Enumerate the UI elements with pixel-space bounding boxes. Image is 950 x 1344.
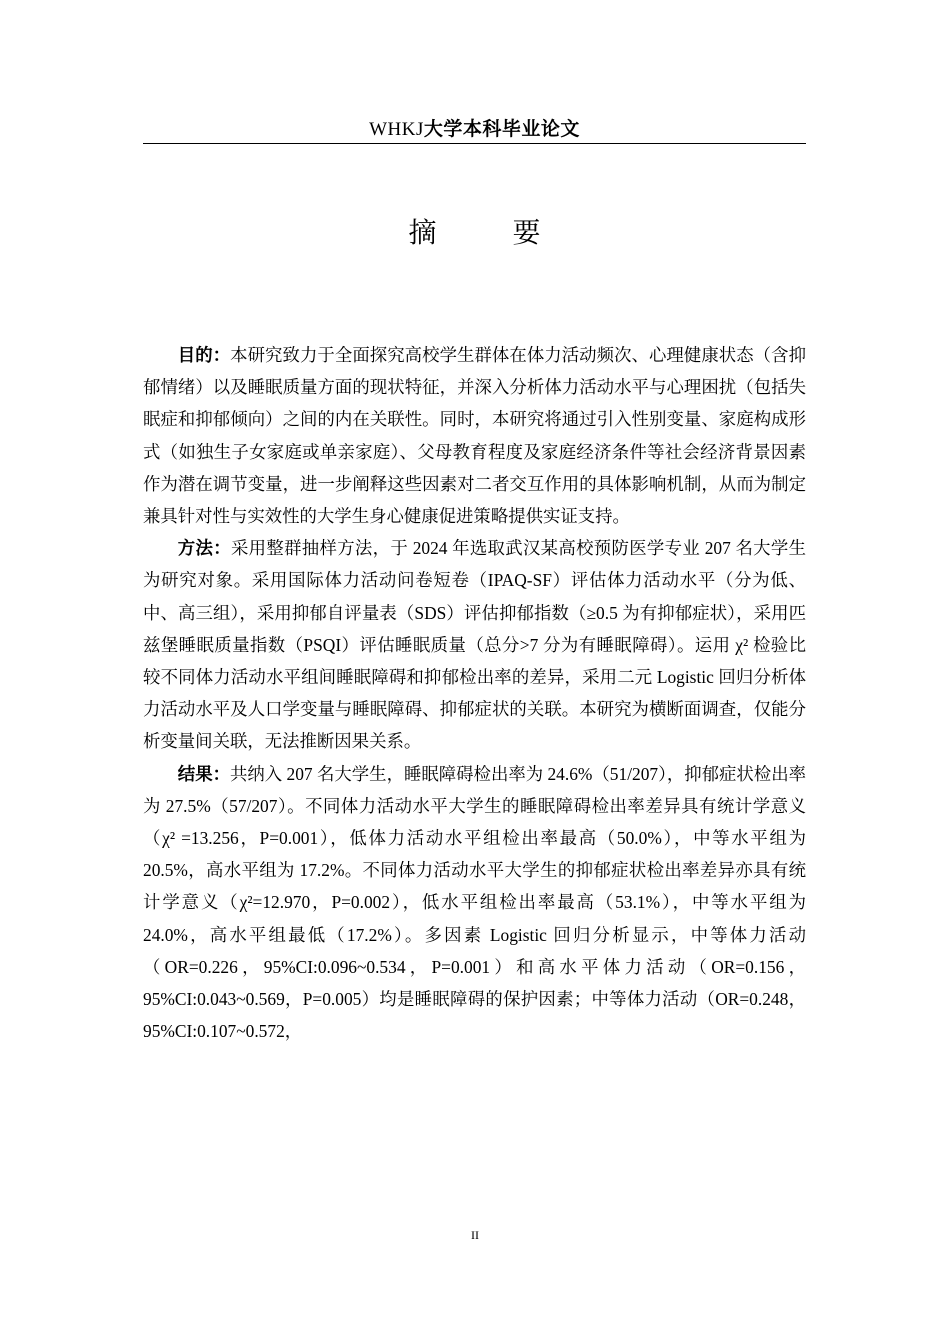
abstract-title: 摘 要 [408,218,565,249]
methods-text: 采用整群抽样方法，于 2024 年选取武汉某高校预防医学专业 207 名大学生为研究对象。采用国际体力活动问卷短卷（IPAQ-SF）评估体力活动水平（分为低、中、高三组），采用抑郁自评量表（SDS）评估抑郁指数（≥0.5 为有抑郁症状），采用匹兹堡睡眠质量指数（PSQI）评估睡眠质量（总分>7 分为有睡眠障碍）。运用 χ² 检验比较不同体力活动水平组间睡眠障碍和抑郁检出率的差异，采用二元 Logistic 回归分析体力活动水平及人口学变量与睡眠障碍、抑郁症状的关联。本研究为横断面调查，仅能分析变量间关联，无法推断因果关系。 [143,538,806,752]
paragraph-methods [143,532,806,757]
page-number: II [471,1228,479,1242]
paragraph-objective [143,339,806,532]
objective-label: 目的： [177,345,231,365]
header-rule [143,143,806,144]
running-header [143,118,806,142]
results-label: 结果： [177,763,230,784]
header-thesis-label: 大学本科毕业论文 [423,119,580,140]
paragraph-results [143,758,806,1048]
results-text: 共纳入 207 名大学生，睡眠障碍检出率为 24.6%（51/207），抑郁症状检出率为 27.5%（57/207）。不同体力活动水平大学生的睡眠障碍检出率差异具有统计学意义（χ² =13.256，P=0.001），低体力活动水平组检出率最高（50.0%），中等水平组为 20.5%，高水平组为 17.2%。不同体力活动水平大学生的抑郁症状检出率差异亦具有统计学意义（χ²=12.970，P=0.002），低水平组检出率最高（53.1%），中等水平组为 24.0%，高水平组最低（17.2%）。多因素 Logistic 回归分析显示，中等体力活动（OR=0.226，95%CI:0.096~0.534，P=0.001）和高水平体力活动（OR=0.156，95%CI:0.043~0.569，P=0.005）均是睡眠障碍的保护因素；中等体力活动（OR=0.248，95%CI:0.107~0.572， [143,763,806,1042]
header-university-code: WHKJ [369,119,424,140]
abstract-body [143,339,806,1047]
objective-text: 本研究致力于全面探究高校学生群体在体力活动频次、心理健康状态（含抑郁情绪）以及睡眠质量方面的现状特征，并深入分析体力活动水平与心理困扰（包括失眠症和抑郁倾向）之间的内在关联性。同时，本研究将通过引入性别变量、家庭构成形式（如独生子女家庭或单亲家庭）、父母教育程度及家庭经济条件等社会经济背景因素作为潜在调节变量，进一步阐释这些因素对二者交互作用的具体影响机制，从而为制定兼具针对性与实效性的大学生身心健康促进策略提供实证支持。 [143,345,806,527]
methods-label: 方法： [177,538,231,559]
